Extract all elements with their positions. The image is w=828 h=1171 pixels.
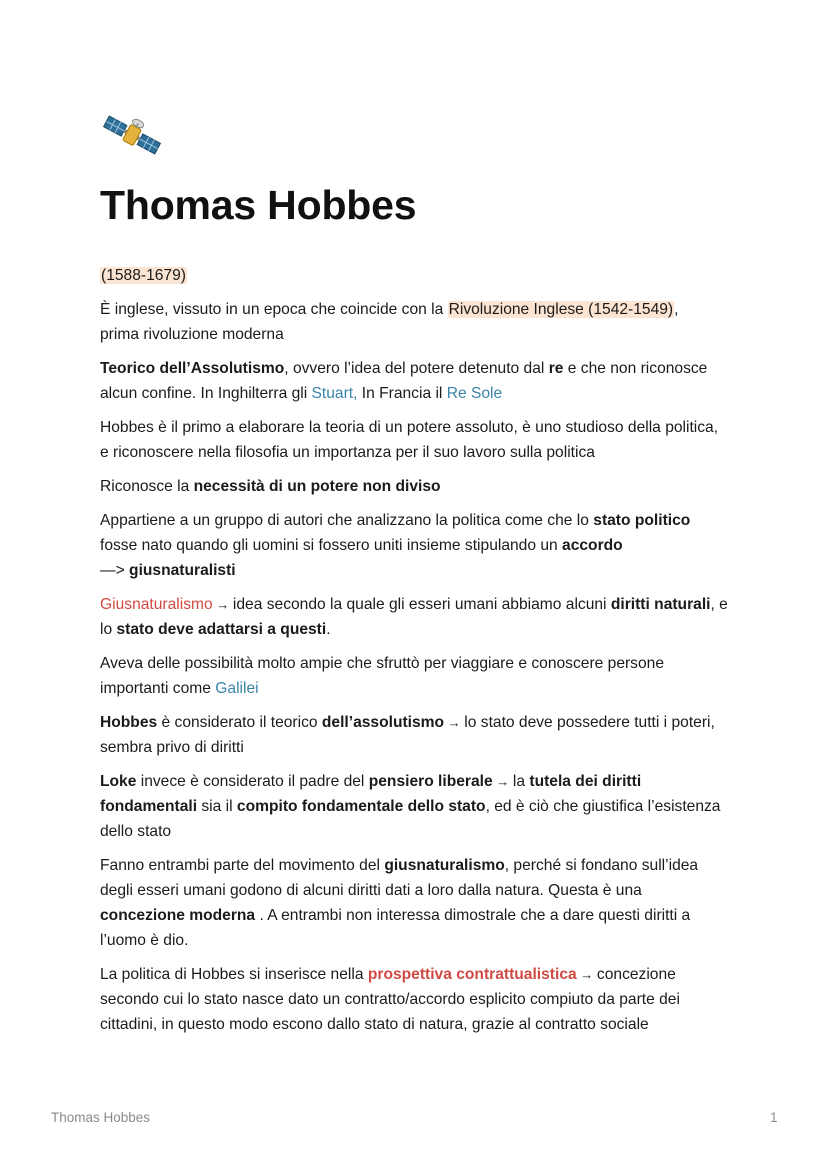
text: Aveva delle possibilità molto ampie che sfruttò per viaggiare e conoscere persone importanti come bbox=[100, 655, 665, 697]
bold-text: diritti naturali bbox=[610, 596, 711, 613]
document-page bbox=[100, 112, 730, 1046]
bold-text: Teorico dell’Assolutismo bbox=[100, 360, 285, 377]
text: prima rivoluzione moderna bbox=[100, 326, 284, 343]
bold-text: giusnaturalisti bbox=[129, 562, 236, 579]
dates-highlight: (1588-1679) bbox=[101, 267, 186, 284]
bold-text: giusnaturalismo bbox=[384, 857, 505, 874]
paragraph-10 bbox=[100, 853, 730, 953]
paragraph-11 bbox=[100, 962, 730, 1037]
satellite-icon bbox=[102, 112, 162, 158]
text: , ovvero l’idea del potere detenuto dal bbox=[284, 360, 549, 377]
highlight-rivoluzione: Rivoluzione Inglese (1542-1549) bbox=[448, 301, 674, 318]
text: invece è considerato il padre del bbox=[136, 773, 369, 790]
link-prospettiva-contrattualistica[interactable]: prospettiva contrattualistica bbox=[367, 966, 577, 983]
bold-text: stato deve adattarsi a questi bbox=[116, 621, 327, 638]
bold-text: Loke bbox=[100, 773, 137, 790]
text: Fanno entrambi parte del movimento del bbox=[100, 857, 385, 874]
paragraph-6 bbox=[100, 592, 730, 642]
bold-text: concezione moderna bbox=[100, 907, 256, 924]
text: lo stato deve possedere tutti i poteri, sembra privo di diritti bbox=[100, 714, 715, 756]
arrow-icon: → bbox=[576, 967, 597, 982]
text: . A entrambi non interessa dimostrale che a dare questi diritti a l’uomo è dio. bbox=[100, 907, 691, 949]
link-stuart[interactable]: Stuart, bbox=[311, 385, 358, 402]
text: , e lo bbox=[100, 596, 728, 638]
text: . bbox=[326, 621, 331, 638]
bold-text: Hobbes bbox=[100, 714, 158, 731]
bold-text: stato politico bbox=[593, 512, 691, 529]
bold-text: compito fondamentale dello stato bbox=[236, 798, 486, 815]
link-galilei[interactable]: Galilei bbox=[215, 680, 259, 697]
arrow-icon: → bbox=[444, 715, 465, 730]
bold-text: accordo bbox=[562, 537, 623, 554]
text: , ed è ciò che giustifica l’esistenza dello stato bbox=[100, 798, 721, 840]
paragraph-5 bbox=[100, 508, 730, 583]
arrow-icon: → bbox=[212, 597, 233, 612]
paragraph-9 bbox=[100, 769, 730, 844]
bold-text: re bbox=[548, 360, 564, 377]
text: concezione secondo cui lo stato nasce dato un contratto/accordo esplicito compiuto da parte dei cittadini, in questo modo escono dallo stato di natura, grazie al contratto sociale bbox=[100, 966, 680, 1033]
text: idea secondo la quale gli esseri umani abbiamo alcuni bbox=[232, 596, 611, 613]
bold-text: tutela dei diritti fondamentali bbox=[100, 773, 642, 815]
link-giusnaturalismo[interactable]: Giusnaturalismo bbox=[100, 596, 213, 613]
bold-text: pensiero liberale bbox=[368, 773, 493, 790]
dates-paragraph bbox=[100, 263, 730, 288]
text: , perché si fondano sull’idea degli esseri umani godono di alcuni diritti dati a loro dalla natura. Questa è una bbox=[100, 857, 699, 899]
text: sia il bbox=[197, 798, 237, 815]
text: —> bbox=[100, 562, 130, 579]
link-re-sole[interactable]: Re Sole bbox=[446, 385, 503, 402]
text: Appartiene a un gruppo di autori che analizzano la politica come che lo bbox=[100, 512, 594, 529]
arrow-icon: → bbox=[492, 774, 513, 789]
text: è considerato il teorico bbox=[157, 714, 322, 731]
paragraph-1 bbox=[100, 297, 730, 347]
footer-doc-title: Thomas Hobbes bbox=[51, 1110, 151, 1125]
bold-text: dell’assolutismo bbox=[321, 714, 445, 731]
text: Riconosce la bbox=[100, 478, 194, 495]
text: In Francia il bbox=[357, 385, 447, 402]
paragraph-7 bbox=[100, 651, 730, 701]
text: La politica di Hobbes si inserisce nella bbox=[100, 966, 368, 983]
paragraph-4 bbox=[100, 474, 730, 499]
paragraph-3: Hobbes è il primo a elaborare la teoria di un potere assoluto, è uno studioso della politica, e riconoscere nella filosofia un importanza per il suo lavoro sulla politica bbox=[100, 419, 719, 461]
text: la bbox=[512, 773, 530, 790]
paragraph-8 bbox=[100, 710, 730, 760]
text: È inglese, vissuto in un epoca che coincide con la bbox=[100, 301, 448, 318]
text: , bbox=[674, 301, 679, 318]
bold-text: necessità di un potere non diviso bbox=[193, 478, 441, 495]
page-title: Thomas Hobbes bbox=[100, 182, 417, 228]
paragraph-2 bbox=[100, 356, 730, 406]
text: fosse nato quando gli uomini si fossero uniti insieme stipulando un bbox=[100, 537, 563, 554]
text: e che non riconosce alcun confine. In Inghilterra gli bbox=[100, 360, 708, 402]
footer-page-number: 1 bbox=[770, 1110, 778, 1125]
